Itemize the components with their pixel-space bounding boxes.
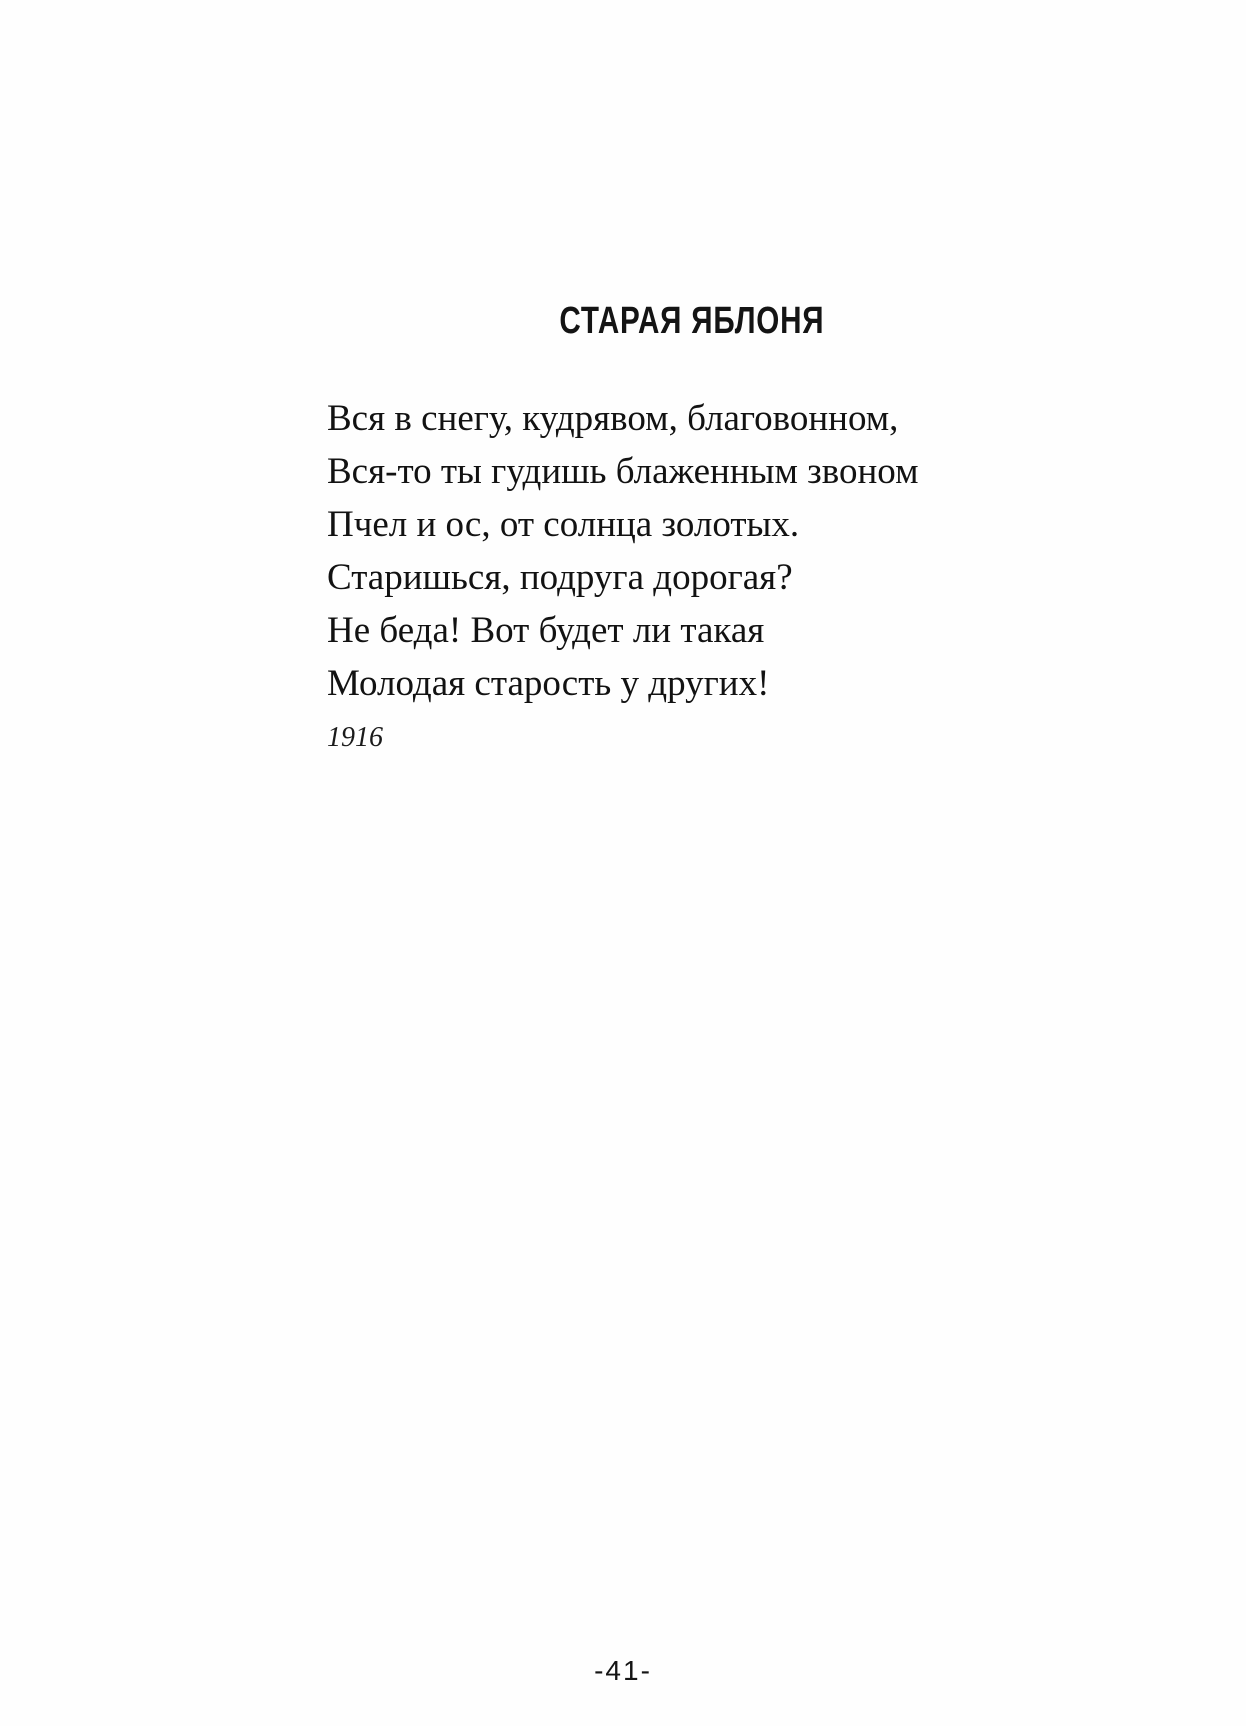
poem-line: Молодая старость у других! xyxy=(327,663,770,704)
page-number: -41- xyxy=(594,1655,652,1686)
poem-line: Старишься, подруга дорогая? xyxy=(327,557,793,598)
poem-line: Вся в снегу, кудрявом, благовонном, xyxy=(327,398,899,439)
poem-line: Не беда! Вот будет ли такая xyxy=(327,610,765,651)
poem-line: Пчел и ос, от солнца золотых. xyxy=(327,504,800,545)
poem-stanza xyxy=(327,392,1127,710)
poem-year: 1916 xyxy=(327,722,383,753)
poem-title-row xyxy=(151,300,1123,343)
poem-title: СТАРАЯ ЯБЛОНЯ xyxy=(559,300,825,342)
poem-line: Вся-то ты гудишь блаженным звоном xyxy=(327,451,919,492)
